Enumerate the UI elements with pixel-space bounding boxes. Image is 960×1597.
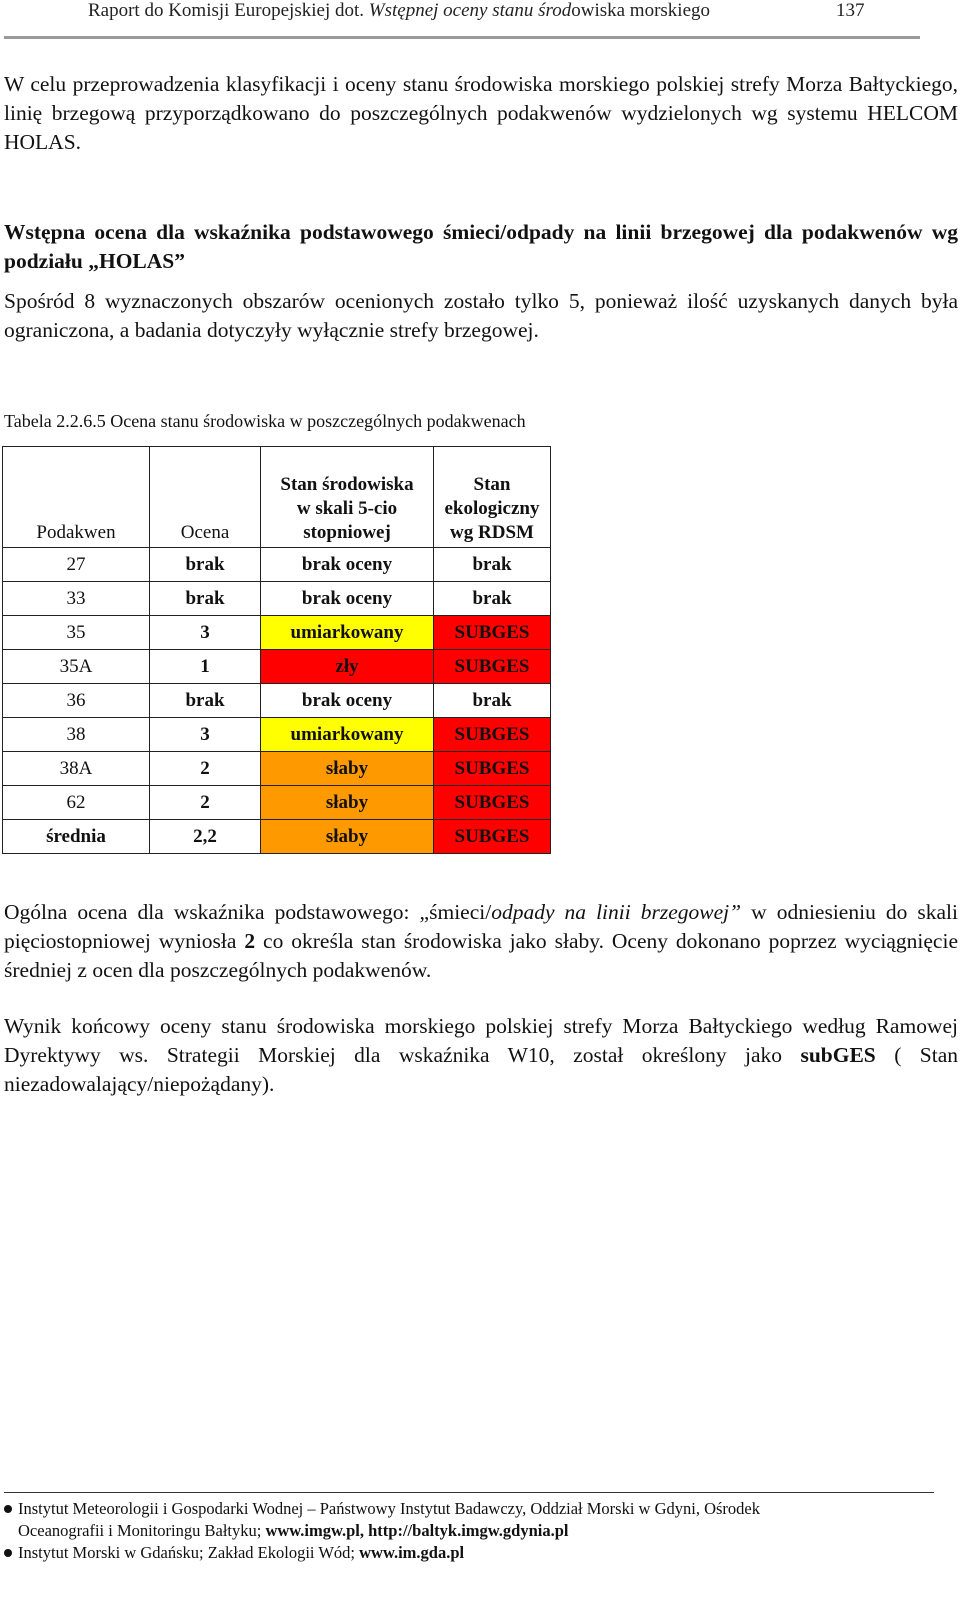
cell-rdsm: SUBGES: [434, 650, 551, 684]
cell-ocena: brak: [150, 548, 261, 582]
bullet-icon: [4, 1505, 12, 1513]
cell-stan: słaby: [261, 752, 434, 786]
header-line: stopniowej: [303, 522, 391, 543]
cell-rdsm: SUBGES: [434, 718, 551, 752]
table-header-row: [3, 447, 551, 548]
footer-line-2: Oceanografii i Monitoringu Bałtyku; www.imgw.pl, http://baltyk.imgw.gdynia.pl: [18, 1521, 569, 1540]
section-paragraph: Spośród 8 wyznaczonych obszarów ocenionych zostało tylko 5, ponieważ ilość uzyskanych danych była ograniczona, a badania dotyczyły wyłącznie strefy brzegowej.: [4, 289, 958, 342]
cell-rdsm: brak: [434, 684, 551, 718]
cell-ocena: 3: [150, 616, 261, 650]
cell-stan: brak oceny: [261, 582, 434, 616]
cell-podakwen: 35A: [3, 650, 150, 684]
cell-stan: umiarkowany: [261, 616, 434, 650]
header-stan-ekologiczny: [434, 447, 551, 548]
cell-ocena: brak: [150, 684, 261, 718]
cell-stan: słaby: [261, 786, 434, 820]
cell-ocena: 3: [150, 718, 261, 752]
cell-ocena: 2: [150, 752, 261, 786]
cell-rdsm: SUBGES: [434, 616, 551, 650]
table-row: [3, 752, 551, 786]
cell-rdsm: SUBGES: [434, 820, 551, 854]
cell-podakwen: 33: [3, 582, 150, 616]
header-line: Stan środowiska: [280, 474, 414, 495]
section-heading: Wstępna ocena dla wskaźnika podstawowego śmieci/odpady na linii brzegowej dla podakwenów wg podziału „HOLAS”: [4, 220, 958, 273]
cell-stan: brak oceny: [261, 684, 434, 718]
footer-link-im[interactable]: www.im.gda.pl: [359, 1543, 465, 1562]
cell-stan: umiarkowany: [261, 718, 434, 752]
header-title: Raport do Komisji Europejskiej dot. Wstępnej oceny stanu środowiska morskiego: [88, 0, 711, 21]
header-stan-srodowiska: [261, 447, 434, 548]
header-line: Stan: [473, 474, 511, 495]
cell-stan: brak oceny: [261, 548, 434, 582]
cell-rdsm: SUBGES: [434, 752, 551, 786]
assessment-table: [2, 446, 551, 854]
header-ocena: Ocena: [150, 447, 261, 548]
cell-podakwen: 27: [3, 548, 150, 582]
cell-podakwen: średnia: [3, 820, 150, 854]
table-caption: Tabela 2.2.6.5 Ocena stanu środowiska w poszczególnych podakwenach: [4, 411, 526, 431]
cell-podakwen: 38: [3, 718, 150, 752]
table-row: [3, 616, 551, 650]
cell-ocena: 1: [150, 650, 261, 684]
cell-stan: słaby: [261, 820, 434, 854]
table-row: [3, 820, 551, 854]
cell-podakwen: 36: [3, 684, 150, 718]
table-row: [3, 684, 551, 718]
footer-line-1: Instytut Meteorologii i Gospodarki Wodnej – Państwowy Instytut Badawczy, Oddział Morski w Gdyni, Ośrodek: [4, 1498, 944, 1520]
header-divider: [4, 36, 920, 39]
summary-paragraph-2: Wynik końcowy oceny stanu środowiska morskiego polskiej strefy Morza Bałtyckiego według Ramowej Dyrektywy ws. Strategii Morskiej dla wskaźnika W10, został określony jako subGES ( Stan niezadowalający/niepożądany).: [4, 1014, 958, 1096]
cell-rdsm: brak: [434, 548, 551, 582]
intro-paragraph: W celu przeprowadzenia klasyfikacji i oceny stanu środowiska morskiego polskiej strefy Morza Bałtyckiego, linię brzegową przyporządkowano do poszczególnych podakwenów wydzielonych wg systemu HELCOM HOLAS.: [4, 72, 958, 154]
page-number: 137: [836, 0, 865, 21]
footer-line-3: Instytut Morski w Gdańsku; Zakład Ekologii Wód; www.im.gda.pl: [4, 1542, 944, 1564]
table-row: [3, 548, 551, 582]
header-line: wg RDSM: [450, 522, 534, 543]
footer-links[interactable]: www.imgw.pl, http://baltyk.imgw.gdynia.pl: [265, 1521, 569, 1540]
header-line: w skali 5-cio: [296, 498, 398, 519]
summary-paragraph-1: Ogólna ocena dla wskaźnika podstawowego: „śmieci/odpady na linii brzegowej” w odniesieniu do skali pięciostopniowej wyniosła 2 co określa stan środowiska jako słaby. Oceny dokonano poprzez wyciągnięcie średniej z ocen dla poszczególnych podakwenów.: [4, 900, 958, 982]
cell-rdsm: brak: [434, 582, 551, 616]
cell-rdsm: SUBGES: [434, 786, 551, 820]
cell-podakwen: 35: [3, 616, 150, 650]
cell-podakwen: 38A: [3, 752, 150, 786]
cell-podakwen: 62: [3, 786, 150, 820]
cell-ocena: 2: [150, 786, 261, 820]
cell-ocena: brak: [150, 582, 261, 616]
header-podakwen: Podakwen: [3, 447, 150, 548]
cell-stan: zły: [261, 650, 434, 684]
table-row: [3, 650, 551, 684]
footer-divider: [4, 1492, 934, 1493]
table-row: [3, 582, 551, 616]
page-header: [0, 0, 930, 40]
bullet-icon: [4, 1549, 12, 1557]
table-row: [3, 786, 551, 820]
header-line: ekologiczny: [444, 498, 540, 519]
table-row: [3, 718, 551, 752]
cell-ocena: 2,2: [150, 820, 261, 854]
